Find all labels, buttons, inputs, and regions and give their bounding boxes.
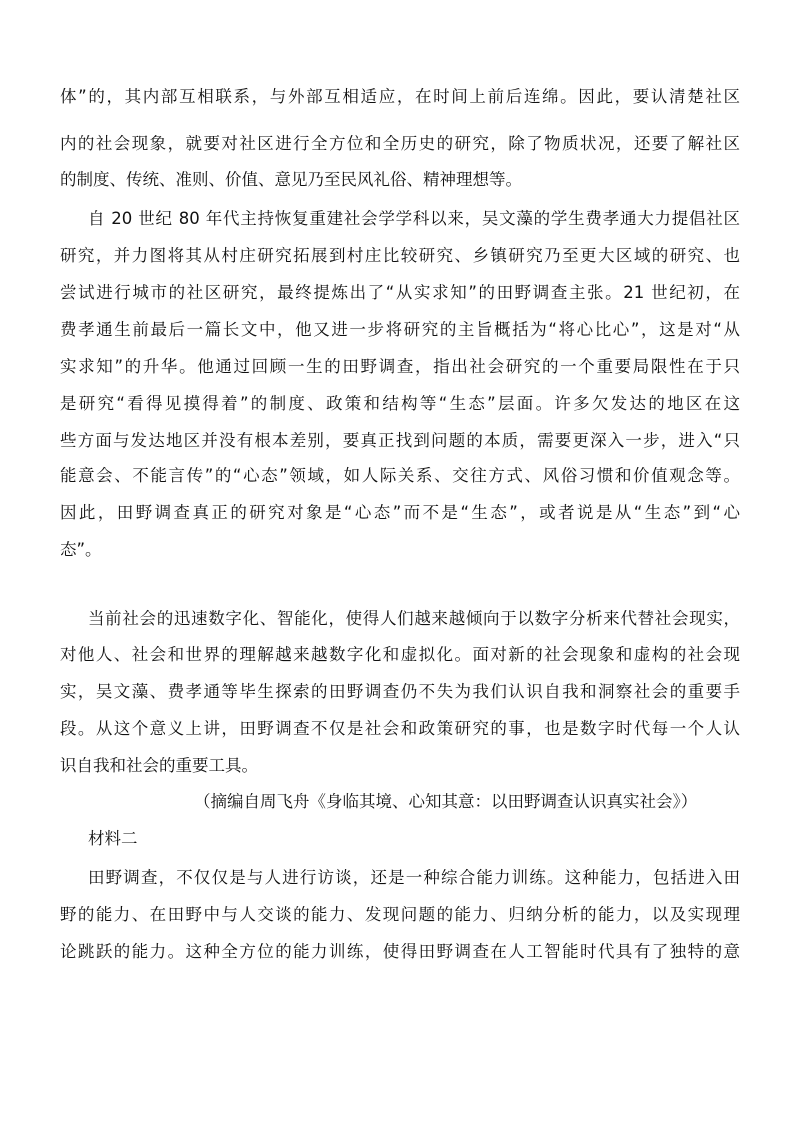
source-citation: （摘编自周飞舟《身临其境、心知其意：以田野调查认识真实社会》） — [194, 792, 698, 811]
paragraph-3-line-5: 识自我和社会的重要工具。 — [60, 756, 258, 775]
paragraph-1-line-3: 的制度、传统、准则、价值、意见乃至民风礼俗、精神理想等。 — [60, 170, 522, 189]
paragraph-2-line-8: 能意会、不能言传”的“心态”领域，如人际关系、交往方式、风俗习惯和价值观念等。 — [60, 466, 740, 485]
paragraph-4-line-1: 田野调查，不仅仅是与人进行访谈，还是一种综合能力训练。这种能力，包括进入田 — [88, 868, 740, 887]
paragraph-2-line-7: 些方面与发达地区并没有根本差别，要真正找到问题的本质，需要更深入一步，进入“只 — [60, 431, 740, 450]
paragraph-2-line-1: 自 20 世纪 80 年代主持恢复重建社会学学科以来，吴文藻的学生费孝通大力提倡社区 — [88, 209, 740, 228]
paragraph-2-line-4: 费孝通生前最后一篇长文中，他又进一步将研究的主旨概括为“将心比心”，这是对“从 — [60, 320, 740, 339]
paragraph-2-line-5: 实求知”的升华。他通过回顾一生的田野调查，指出社会研究的一个重要局限性在于只 — [60, 357, 740, 376]
paragraph-1-line-2: 内的社会现象，就要对社区进行全方位和全历史的研究，除了物质状况，还要了解社区 — [60, 134, 740, 153]
paragraph-3-line-2: 对他人、社会和世界的理解越来越数字化和虚拟化。面对新的社会现象和虚构的社会现 — [60, 645, 740, 664]
paragraph-4-line-2: 野的能力、在田野中与人交谈的能力、发现问题的能力、归纳分析的能力，以及实现理 — [60, 905, 740, 924]
paragraph-3-line-4: 段。从这个意义上讲，田野调查不仅是社会和政策研究的事，也是数字时代每一个人认 — [60, 719, 740, 738]
paragraph-4-line-3: 论跳跃的能力。这种全方位的能力训练，使得田野调查在人工智能时代具有了独特的意 — [60, 942, 740, 961]
paragraph-1-line-1: 体”的，其内部互相联系，与外部互相适应，在时间上前后连绵。因此，要认清楚社区 — [60, 87, 740, 106]
paragraph-3-line-3: 实，吴文藻、费孝通等毕生探索的田野调查仍不失为我们认识自我和洞察社会的重要手 — [60, 682, 740, 701]
paragraph-2-line-10: 态”。 — [60, 540, 102, 559]
paragraph-2-line-3: 尝试进行城市的社区研究，最终提炼出了“从实求知”的田野调查主张。21 世纪初，在 — [60, 283, 740, 302]
paragraph-3-line-1: 当前社会的迅速数字化、智能化，使得人们越来越倾向于以数字分析来代替社会现实， — [88, 609, 740, 628]
material-heading: 材料二 — [88, 829, 138, 848]
paragraph-2-line-6: 是研究“看得见摸得着”的制度、政策和结构等“生态”层面。许多欠发达的地区在这 — [60, 394, 740, 413]
paragraph-2-line-2: 研究，并力图将其从村庄研究拓展到村庄比较研究、乡镇研究乃至更大区域的研究、也 — [60, 246, 740, 265]
paragraph-2-line-9: 因此，田野调查真正的研究对象是“心态”而不是“生态”，或者说是从“生态”到“心 — [60, 503, 740, 522]
